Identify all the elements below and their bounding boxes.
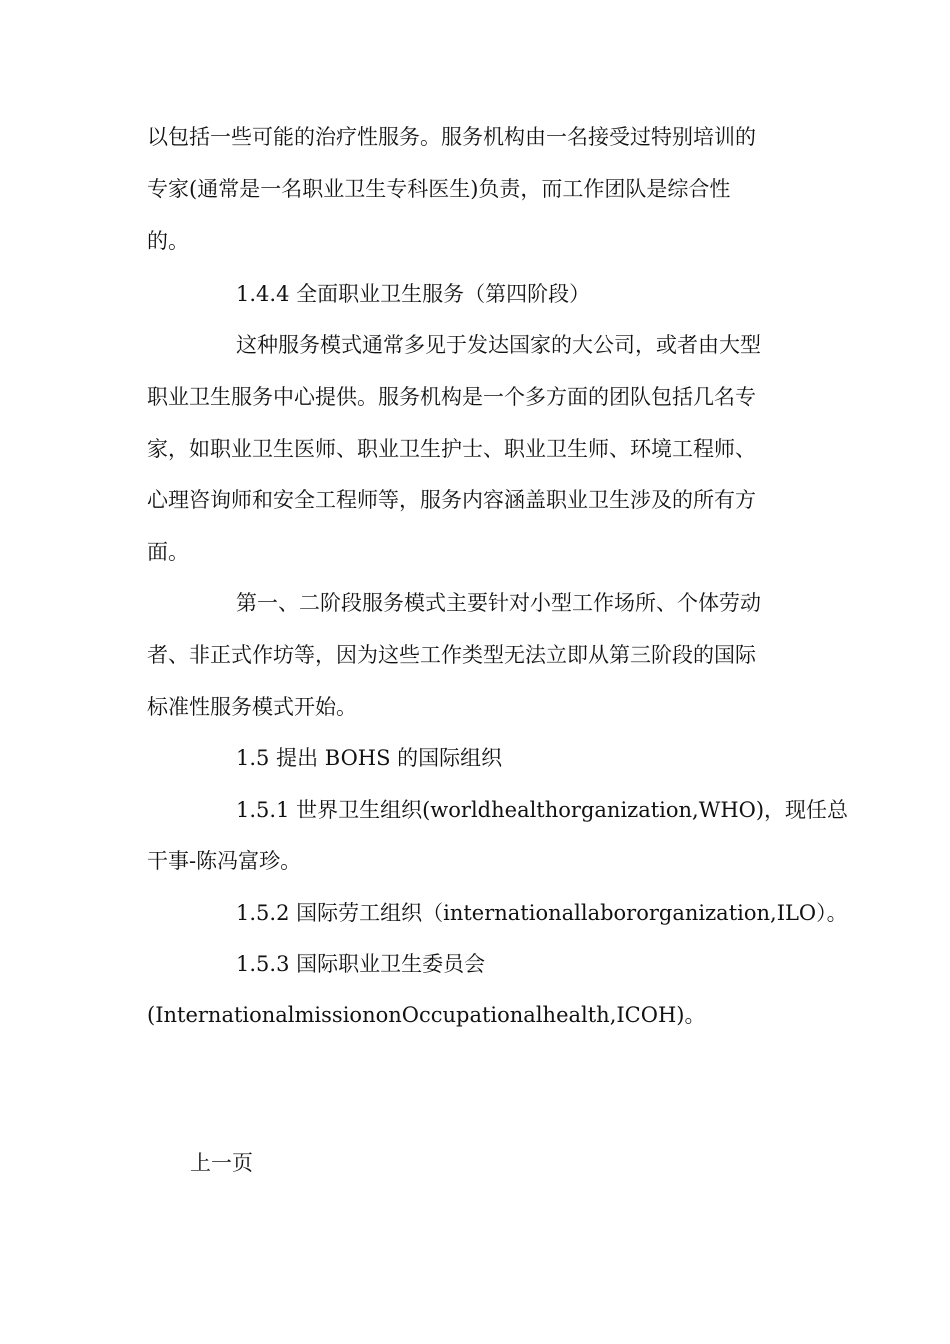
item-1-5-3-line-1: 1.5.3 国际职业卫生委员会	[236, 952, 486, 976]
paragraph-2-line-2: 职业卫生服务中心提供。服务机构是一个多方面的团队包括几名专	[147, 385, 756, 409]
paragraph-2-line-5: 面。	[147, 540, 189, 564]
item-1-5-1-line-2: 干事-陈冯富珍。	[147, 849, 302, 873]
paragraph-2-line-4: 心理咨询师和安全工程师等，服务内容涵盖职业卫生涉及的所有方	[147, 488, 756, 512]
paragraph-1-line-1: 以包括一些可能的治疗性服务。服务机构由一名接受过特别培训的	[147, 125, 756, 149]
paragraph-2-line-3: 家，如职业卫生医师、职业卫生护士、职业卫生师、环境工程师、	[147, 437, 756, 461]
item-1-5-1-line-1: 1.5.1 世界卫生组织(worldhealthorganization,WHO)，现任总	[236, 798, 849, 822]
paragraph-2-line-1: 这种服务模式通常多见于发达国家的大公司，或者由大型	[236, 333, 761, 357]
item-1-5-2: 1.5.2 国际劳工组织（internationallabororganization,ILO）。	[236, 901, 848, 925]
paragraph-1-line-3: 的。	[147, 229, 189, 253]
paragraph-3-line-3: 标准性服务模式开始。	[147, 695, 357, 719]
paragraph-3-line-1: 第一、二阶段服务模式主要针对小型工作场所、个体劳动	[236, 591, 761, 615]
item-1-5-3-line-2: (InternationalmissiononOccupationalhealth,ICOH)。	[147, 1003, 706, 1027]
section-heading-1-4-4: 1.4.4 全面职业卫生服务（第四阶段）	[236, 282, 591, 306]
paragraph-1-line-2: 专家(通常是一名职业卫生专科医生)负责，而工作团队是综合性	[147, 177, 731, 201]
prev-page-link[interactable]: 上一页	[190, 1151, 253, 1175]
paragraph-3-line-2: 者、非正式作坊等，因为这些工作类型无法立即从第三阶段的国际	[147, 643, 756, 667]
section-heading-1-5: 1.5 提出 BOHS 的国际组织	[236, 746, 503, 770]
